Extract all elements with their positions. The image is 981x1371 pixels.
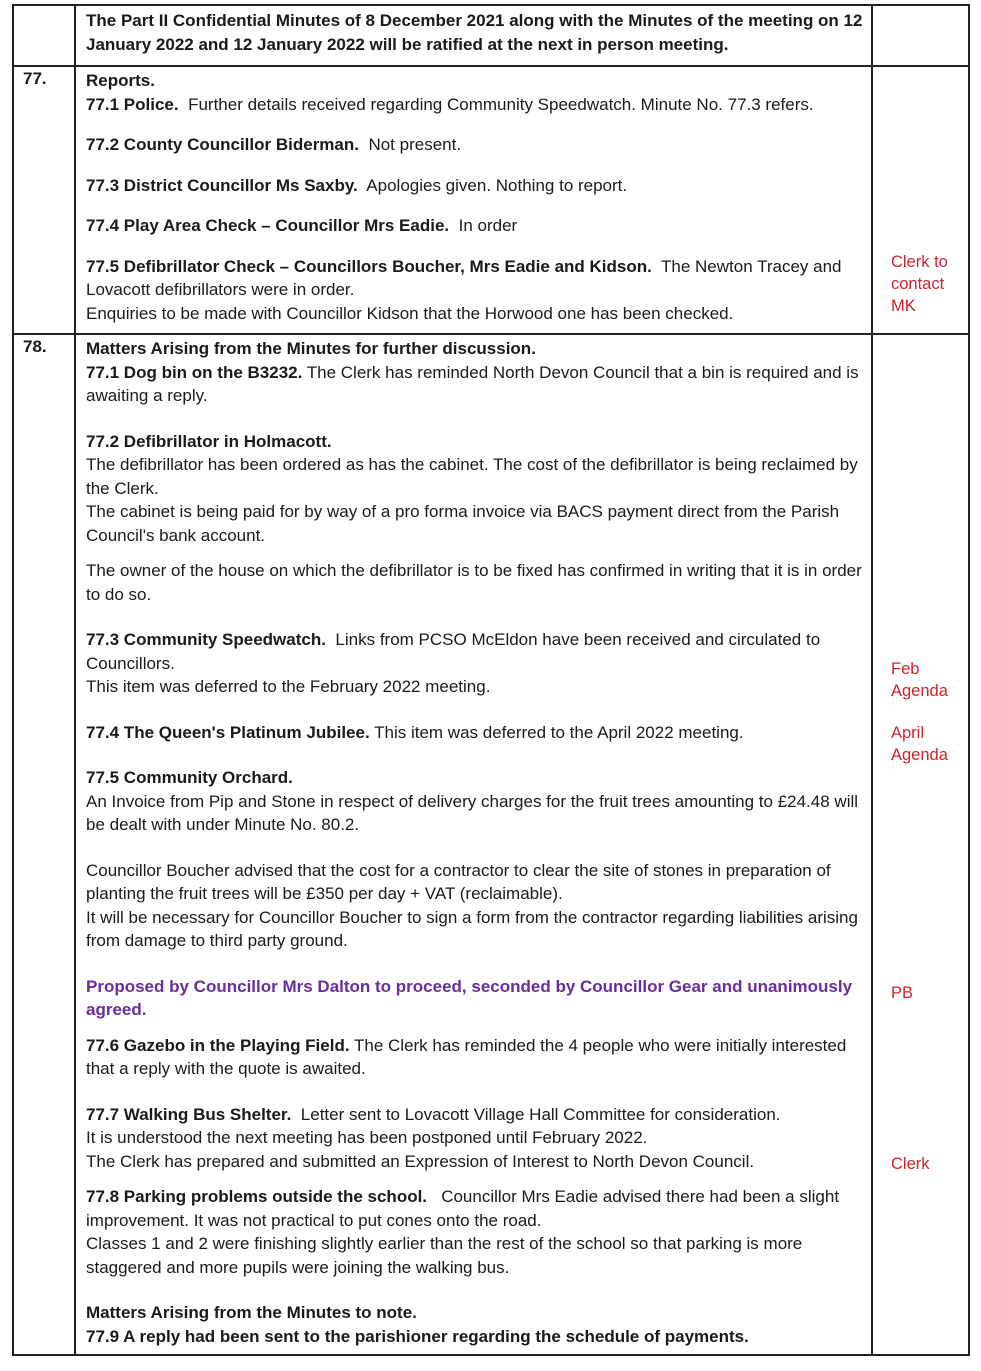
item-text: Classes 1 and 2 were finishing slightly earlier than the rest of the school so that parking is more staggered and more pupils were joining the walking bus. <box>86 1234 803 1277</box>
minute-content-cell <box>75 66 872 334</box>
minute-content-cell <box>75 5 872 66</box>
minute-number: 78. <box>13 334 75 1355</box>
item-text: Enquiries to be made with Councillor Kidson that the Horwood one has been checked. <box>86 303 734 323</box>
list-item <box>86 721 863 745</box>
minute-number: 77. <box>13 66 75 334</box>
action-note: Clerk to contact MK <box>891 253 948 315</box>
item-label: 77.5 Defibrillator Check – Councillors Boucher, Mrs Eadie and Kidson. <box>86 256 652 276</box>
item-text: This item was deferred to the April 2022 meeting. <box>374 722 744 742</box>
list-item <box>86 361 863 408</box>
list-item <box>86 628 863 675</box>
item-label: 77.8 Parking problems outside the school. <box>86 1187 428 1206</box>
minutes-page <box>12 4 968 1356</box>
item-text: An Invoice from Pip and Stone in respect of delivery charges for the fruit trees amounting to £24.48 will be dealt with under Minute No. 80.2. <box>86 791 859 834</box>
item-text: The cabinet is being paid for by way of a pro forma invoice via BACS payment direct from the Parish Council's bank account. <box>86 502 840 545</box>
item-text: Councillor Boucher advised that the cost for a contractor to clear the site of stones in preparation of planting the fruit trees will be £350 per day + VAT (reclaimable). <box>86 860 831 903</box>
list-item <box>86 1034 863 1081</box>
list-item: 77.9 A reply had been sent to the parishioner regarding the schedule of payments. <box>86 1326 749 1346</box>
item-label: 77.4 Play Area Check – Councillor Mrs Eadie. <box>86 216 450 235</box>
item-label: 77.1 Police. <box>86 94 179 114</box>
list-item <box>86 93 863 117</box>
section-heading: Matters Arising from the Minutes to note. <box>86 1303 417 1322</box>
item-text: This item was deferred to the February 2022 meeting. <box>86 677 491 696</box>
item-label: 77.3 Community Speedwatch. <box>86 630 326 649</box>
section-heading: Matters Arising from the Minutes for further discussion. <box>86 339 536 358</box>
item-text: Councillor Mrs Eadie advised there had been a slight improvement. It was not practical to put cones onto the road. <box>86 1187 840 1230</box>
item-text: Apologies given. Nothing to report. <box>366 175 628 195</box>
list-item <box>86 174 863 198</box>
item-text: The defibrillator has been ordered as has the cabinet. The cost of the defibrillator is being reclaimed by the Clerk. <box>86 455 858 498</box>
item-label: 77.7 Walking Bus Shelter. <box>86 1104 292 1124</box>
list-item <box>86 1103 863 1127</box>
minutes-table <box>12 4 970 1356</box>
list-item <box>86 133 863 157</box>
item-text: Letter sent to Lovacott Village Hall Committee for consideration. <box>300 1104 781 1124</box>
item-text: The Clerk has reminded the 4 people who were initially interested that a reply with the quote is awaited. <box>86 1035 847 1078</box>
item-label: 77.1 Dog bin on the B3232. <box>86 362 303 382</box>
action-note: Clerk <box>891 1155 930 1173</box>
ratification-note: The Part II Confidential Minutes of 8 December 2021 along with the Minutes of the meeting on 12 January 2022 and 12 January 2022 will be ratified at the next in person meeting. <box>86 11 863 54</box>
minute-content-cell <box>75 334 872 1355</box>
list-item <box>86 1185 863 1232</box>
list-item <box>86 255 863 302</box>
action-note: PB <box>891 984 914 1002</box>
table-row <box>13 334 969 1355</box>
item-text: Further details received regarding Community Speedwatch. Minute No. 77.3 refers. <box>188 94 814 114</box>
item-label: 77.5 Community Orchard. <box>86 768 293 787</box>
action-note: Feb Agenda <box>891 660 948 700</box>
item-label: 77.2 County Councillor Biderman. <box>86 135 359 154</box>
action-note: April Agenda <box>891 724 948 764</box>
action-cell <box>872 5 969 66</box>
table-row <box>13 5 969 66</box>
action-cell <box>872 334 969 1355</box>
item-label: 77.4 The Queen's Platinum Jubilee. <box>86 722 370 742</box>
item-text: Not present. <box>368 135 462 154</box>
proposal-resolution: Proposed by Councillor Mrs Dalton to proceed, seconded by Councillor Gear and unanimously agreed. <box>86 976 853 1019</box>
item-text: It will be necessary for Councillor Boucher to sign a form from the contractor regarding liabilities arising from damage to third party ground. <box>86 907 858 950</box>
table-row <box>13 66 969 334</box>
item-label: 77.6 Gazebo in the Playing Field. <box>86 1035 350 1055</box>
minute-number-cell <box>13 5 75 66</box>
action-cell <box>872 66 969 334</box>
item-text: The Clerk has prepared and submitted an Expression of Interest to North Devon Council. <box>86 1151 755 1171</box>
item-label: 77.2 Defibrillator in Holmacott. <box>86 431 332 451</box>
item-label: 77.3 District Councillor Ms Saxby. <box>86 175 358 195</box>
section-heading: Reports. <box>86 71 155 90</box>
item-text: In order <box>458 216 518 235</box>
item-text: Links from PCSO McEldon have been received and circulated to Councillors. <box>86 630 821 673</box>
item-text: It is understood the next meeting has been postponed until February 2022. <box>86 1128 648 1147</box>
item-text: The owner of the house on which the defibrillator is to be fixed has confirmed in writing that it is in order to do so. <box>86 561 862 604</box>
list-item <box>86 214 863 238</box>
item-text: The Newton Tracey and Lovacott defibrillators were in order. <box>86 256 842 299</box>
item-text: The Clerk has reminded North Devon Council that a bin is required and is awaiting a reply. <box>86 362 859 405</box>
